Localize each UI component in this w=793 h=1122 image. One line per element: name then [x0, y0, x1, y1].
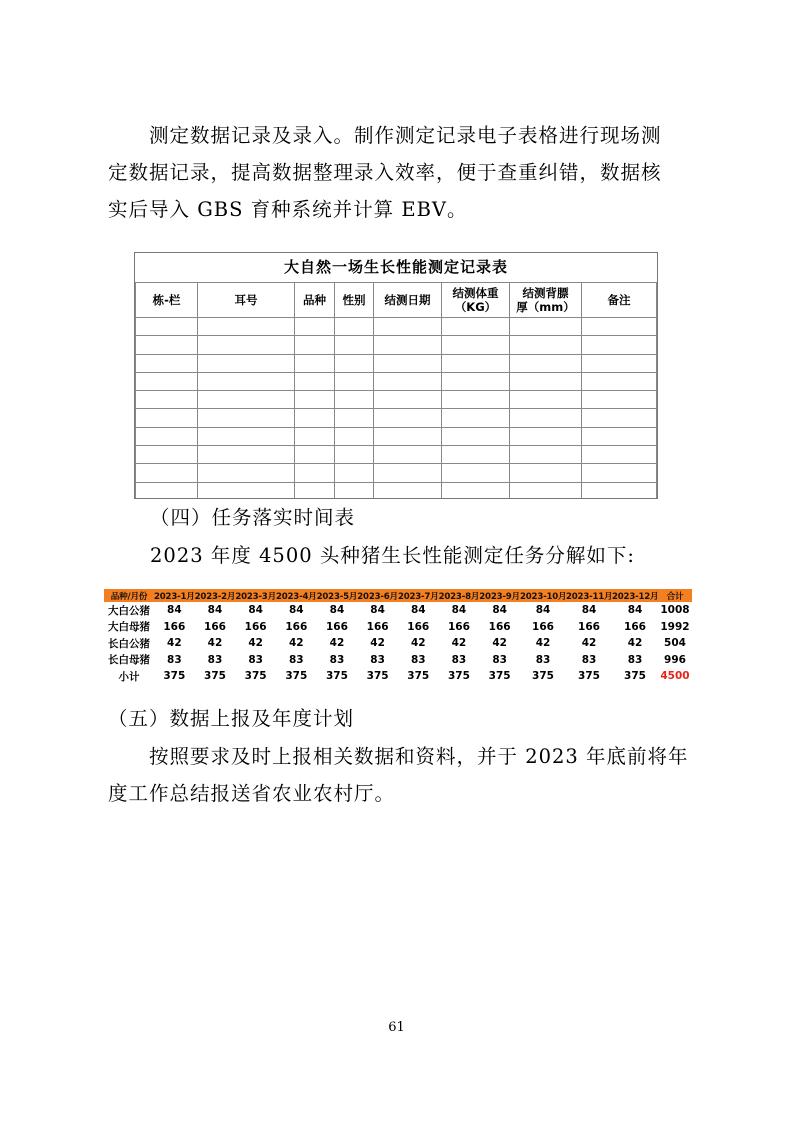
- record-table-cell: [198, 354, 295, 372]
- record-table-cell: [582, 446, 657, 464]
- plan-table-cell: 375: [366, 670, 389, 683]
- plan-row-label: 长白母猪: [108, 654, 150, 667]
- page-number: 61: [388, 1020, 405, 1035]
- plan-table-cell: 84: [410, 604, 426, 617]
- record-table-cell: [335, 336, 374, 354]
- plan-header-cell: 2023-10月: [520, 589, 566, 602]
- record-table-cell: [374, 336, 442, 354]
- record-table-cell: [374, 427, 442, 445]
- plan-header-cell: 2023-1月: [154, 589, 195, 602]
- record-table-cell: [510, 464, 582, 482]
- section-heading-4: （四）任务落实时间表: [150, 506, 356, 529]
- record-table-cell: [136, 391, 198, 409]
- record-table-cell: [198, 391, 295, 409]
- plan-table-cell: 375: [447, 670, 470, 683]
- plan-table-cell: 375: [163, 670, 186, 683]
- record-table-cell: [198, 427, 295, 445]
- record-table-cell: [198, 446, 295, 464]
- plan-header-cell: 2023-5月: [317, 589, 358, 602]
- plan-table-cell: 42: [535, 637, 551, 650]
- plan-table-cell: 84: [248, 604, 263, 617]
- record-table-cell: [510, 372, 582, 390]
- record-table-cell: [374, 464, 442, 482]
- record-table-cell: [136, 336, 198, 354]
- record-table-row: [136, 391, 657, 409]
- plan-table-cell: 375: [532, 670, 554, 683]
- record-table-cell: [442, 409, 510, 427]
- plan-table-row: [104, 602, 692, 619]
- record-table-row: [136, 446, 657, 464]
- plan-table-cell: 84: [581, 604, 597, 617]
- record-table-cell: [442, 427, 510, 445]
- record-header-cell: 结测日期: [374, 283, 442, 318]
- plan-table-cell: 375: [578, 670, 600, 683]
- plan-table-cell: 42: [492, 637, 507, 650]
- record-table-cell: [374, 391, 442, 409]
- record-table-cell: [136, 318, 198, 336]
- record-table-cell: [295, 391, 335, 409]
- record-table-cell: [198, 336, 295, 354]
- plan-table-row: [104, 652, 692, 669]
- plan-table-cell: 84: [167, 604, 182, 617]
- para1-line2: 定数据记录，提高数据整理录入效率，便于查重纠错，数据核: [108, 161, 662, 184]
- plan-table-cell: 42: [410, 637, 426, 650]
- plan-table-cell: 83: [627, 653, 643, 666]
- plan-table-header-row: [104, 589, 692, 602]
- record-table-row: [136, 354, 657, 372]
- record-table-cell: [198, 464, 295, 482]
- record-header-cell: 结测体重 （KG）: [442, 283, 510, 318]
- record-header-cell: 备注: [582, 283, 657, 318]
- plan-table-cell: 166: [325, 620, 348, 633]
- plan-table-cell: 83: [288, 653, 304, 666]
- plan-table-cell: 375: [325, 670, 348, 683]
- record-table-cell: [374, 446, 442, 464]
- record-table-cell: [136, 354, 198, 372]
- record-header-cell: 性别: [335, 283, 374, 318]
- plan-header-cell: 2023-7月: [398, 589, 439, 602]
- plan-table-cell: 42: [451, 637, 467, 650]
- plan-table-cell: 1008: [660, 604, 690, 617]
- plan-header-cell: 2023-3月: [235, 589, 276, 602]
- plan-table-cell: 84: [451, 604, 467, 617]
- plan-table-cell: 84: [207, 604, 223, 617]
- record-table-cell: [295, 354, 335, 372]
- record-table-cell: [335, 391, 374, 409]
- plan-table-cell: 166: [407, 620, 430, 633]
- record-table-cell: [198, 372, 295, 390]
- plan-table-cell: 375: [244, 670, 267, 683]
- plan-table-row: [104, 635, 692, 652]
- paragraph-plan-intro: 2023 年度 4500 头种猪生长性能测定任务分解如下:: [150, 544, 635, 567]
- record-table-cell: [136, 446, 198, 464]
- record-header-cell: 品种: [295, 283, 335, 318]
- record-table-cell: [510, 446, 582, 464]
- plan-table-cell: 375: [204, 670, 226, 683]
- plan-row-label: 长白公猪: [108, 637, 150, 650]
- record-table-cell: [198, 409, 295, 427]
- plan-header-cell: 2023-11月: [566, 589, 612, 602]
- plan-table-cell: 84: [535, 604, 551, 617]
- record-table-cell: [374, 318, 442, 336]
- plan-table-cell: 504: [664, 637, 686, 650]
- record-table-cell: [295, 464, 335, 482]
- record-table-row: [136, 409, 657, 427]
- para3-line2: 度工作总结报送省农业农村厅。: [108, 782, 396, 805]
- plan-table-cell: 42: [581, 637, 597, 650]
- paragraph-reporting: [108, 738, 693, 812]
- plan-table-cell: 84: [288, 604, 304, 617]
- record-table-cell: [136, 464, 198, 482]
- record-table: [135, 282, 657, 499]
- record-table-header-row: [136, 283, 657, 318]
- plan-table-body: [104, 602, 692, 685]
- plan-table-cell: 84: [627, 604, 643, 617]
- record-table-cell: [335, 409, 374, 427]
- record-table-cell: [582, 354, 657, 372]
- record-table-cell: [198, 482, 295, 499]
- plan-table-cell: 166: [578, 620, 600, 633]
- record-table-cell: [295, 446, 335, 464]
- plan-table-cell: 42: [248, 637, 263, 650]
- record-table-cell: [582, 372, 657, 390]
- plan-table-cell: 83: [329, 653, 345, 666]
- plan-table-cell: 166: [366, 620, 389, 633]
- record-table-cell: [510, 336, 582, 354]
- record-table-cell: [295, 482, 335, 499]
- plan-header-cell: 2023-6月: [357, 589, 398, 602]
- plan-table-cell: 42: [167, 637, 182, 650]
- plan-table-cell: 375: [285, 670, 308, 683]
- plan-table-cell: 83: [167, 653, 182, 666]
- plan-row-label: 大白公猪: [108, 604, 150, 617]
- plan-table-cell: 166: [447, 620, 470, 633]
- record-table-cell: [136, 482, 198, 499]
- plan-table-cell: 996: [664, 653, 686, 666]
- plan-table-row: [104, 668, 692, 685]
- plan-table-screenshot: [104, 589, 692, 685]
- plan-row-label: 小计: [118, 670, 140, 683]
- record-table-cell: [335, 318, 374, 336]
- record-table-cell: [136, 409, 198, 427]
- plan-table-cell: 166: [204, 620, 226, 633]
- plan-table-cell: 84: [370, 604, 385, 617]
- para1-line1: 测定数据记录及录入。制作测定记录电子表格进行现场测: [149, 124, 662, 147]
- section-heading-5: （五）数据上报及年度计划: [108, 707, 355, 730]
- plan-header-cell: 2023-12月: [612, 589, 658, 602]
- plan-table-cell: 83: [451, 653, 467, 666]
- record-table-cell: [198, 318, 295, 336]
- record-table-cell: [582, 464, 657, 482]
- record-table-cell: [510, 318, 582, 336]
- record-table-title: 大自然一场生长性能测定记录表: [283, 258, 508, 276]
- record-table-row: [136, 464, 657, 482]
- para3-line1: 按照要求及时上报相关数据和资料，并于 2023 年底前将年: [149, 745, 689, 768]
- record-table-cell: [582, 336, 657, 354]
- record-header-cell: 栋-栏: [136, 283, 198, 318]
- plan-table-cell: 166: [488, 620, 511, 633]
- record-table-cell: [335, 372, 374, 390]
- record-table-cell: [510, 354, 582, 372]
- plan-table-cell: 42: [370, 637, 385, 650]
- plan-table-cell: 166: [244, 620, 267, 633]
- record-table-cell: [442, 446, 510, 464]
- record-table-row: [136, 482, 657, 499]
- plan-table-row: [104, 619, 692, 636]
- record-table-cell: [374, 354, 442, 372]
- record-table-cell: [335, 464, 374, 482]
- plan-table-cell: 166: [624, 620, 646, 633]
- record-table-cell: [136, 427, 198, 445]
- record-table-cell: [582, 318, 657, 336]
- record-table-screenshot: [134, 252, 658, 499]
- record-table-body: [136, 318, 657, 500]
- record-table-cell: [582, 391, 657, 409]
- record-table-cell: [295, 336, 335, 354]
- record-header-cell: 耳号: [198, 283, 295, 318]
- record-table-row: [136, 427, 657, 445]
- plan-table-cell: 83: [370, 653, 385, 666]
- plan-table-cell: 375: [488, 670, 511, 683]
- plan-row-label: 大白母猪: [108, 621, 150, 634]
- record-table-cell: [442, 336, 510, 354]
- record-table-cell: [442, 391, 510, 409]
- record-table-cell: [510, 409, 582, 427]
- plan-table-cell: 83: [492, 653, 507, 666]
- plan-table-cell: 42: [207, 637, 223, 650]
- plan-header-cell: 2023-2月: [195, 589, 236, 602]
- plan-header-cell: 品种/月份: [104, 589, 154, 602]
- record-table-cell: [374, 482, 442, 499]
- record-table-cell: [442, 318, 510, 336]
- record-table-cell: [374, 409, 442, 427]
- plan-table-cell: 4500: [660, 670, 690, 683]
- record-table-cell: [582, 409, 657, 427]
- para1-line3: 实后导入 GBS 育种系统并计算 EBV。: [108, 198, 468, 221]
- record-table-cell: [582, 482, 657, 499]
- record-table-cell: [442, 464, 510, 482]
- plan-table-cell: 83: [410, 653, 426, 666]
- record-table-cell: [582, 427, 657, 445]
- plan-table-cell: 84: [492, 604, 507, 617]
- plan-table-cell: 166: [285, 620, 308, 633]
- record-table-cell: [374, 372, 442, 390]
- record-table-cell: [295, 427, 335, 445]
- plan-table-cell: 83: [535, 653, 551, 666]
- record-table-cell: [442, 372, 510, 390]
- record-table-cell: [442, 354, 510, 372]
- record-table-cell: [442, 482, 510, 499]
- plan-table-cell: 83: [581, 653, 597, 666]
- plan-table-cell: 83: [248, 653, 263, 666]
- paragraph-data-recording: [108, 117, 693, 228]
- record-table-cell: [510, 482, 582, 499]
- plan-table-cell: 375: [624, 670, 646, 683]
- plan-header-cell: 2023-9月: [479, 589, 520, 602]
- record-table-cell: [335, 446, 374, 464]
- record-header-cell: 结测背膘 厚（mm）: [510, 283, 582, 318]
- plan-header-cell: 2023-4月: [276, 589, 317, 602]
- plan-table-cell: 166: [163, 620, 186, 633]
- plan-table-cell: 375: [407, 670, 430, 683]
- plan-header-cell: 合计: [658, 589, 692, 602]
- record-table-cell: [295, 409, 335, 427]
- record-table-row: [136, 336, 657, 354]
- record-table-cell: [510, 391, 582, 409]
- plan-table-cell: 1992: [660, 620, 690, 633]
- plan-table-cell: 42: [627, 637, 643, 650]
- record-table-cell: [335, 482, 374, 499]
- record-table-cell: [335, 427, 374, 445]
- plan-table-cell: 42: [288, 637, 304, 650]
- plan-table-cell: 83: [207, 653, 223, 666]
- record-table-row: [136, 318, 657, 336]
- record-table-row: [136, 372, 657, 390]
- plan-table-cell: 42: [329, 637, 345, 650]
- plan-table: [104, 589, 692, 685]
- record-table-cell: [295, 372, 335, 390]
- record-table-cell: [335, 354, 374, 372]
- plan-header-cell: 2023-8月: [439, 589, 480, 602]
- record-table-cell: [295, 318, 335, 336]
- plan-table-cell: 84: [329, 604, 345, 617]
- plan-table-cell: 166: [532, 620, 554, 633]
- record-table-cell: [136, 372, 198, 390]
- record-table-cell: [510, 427, 582, 445]
